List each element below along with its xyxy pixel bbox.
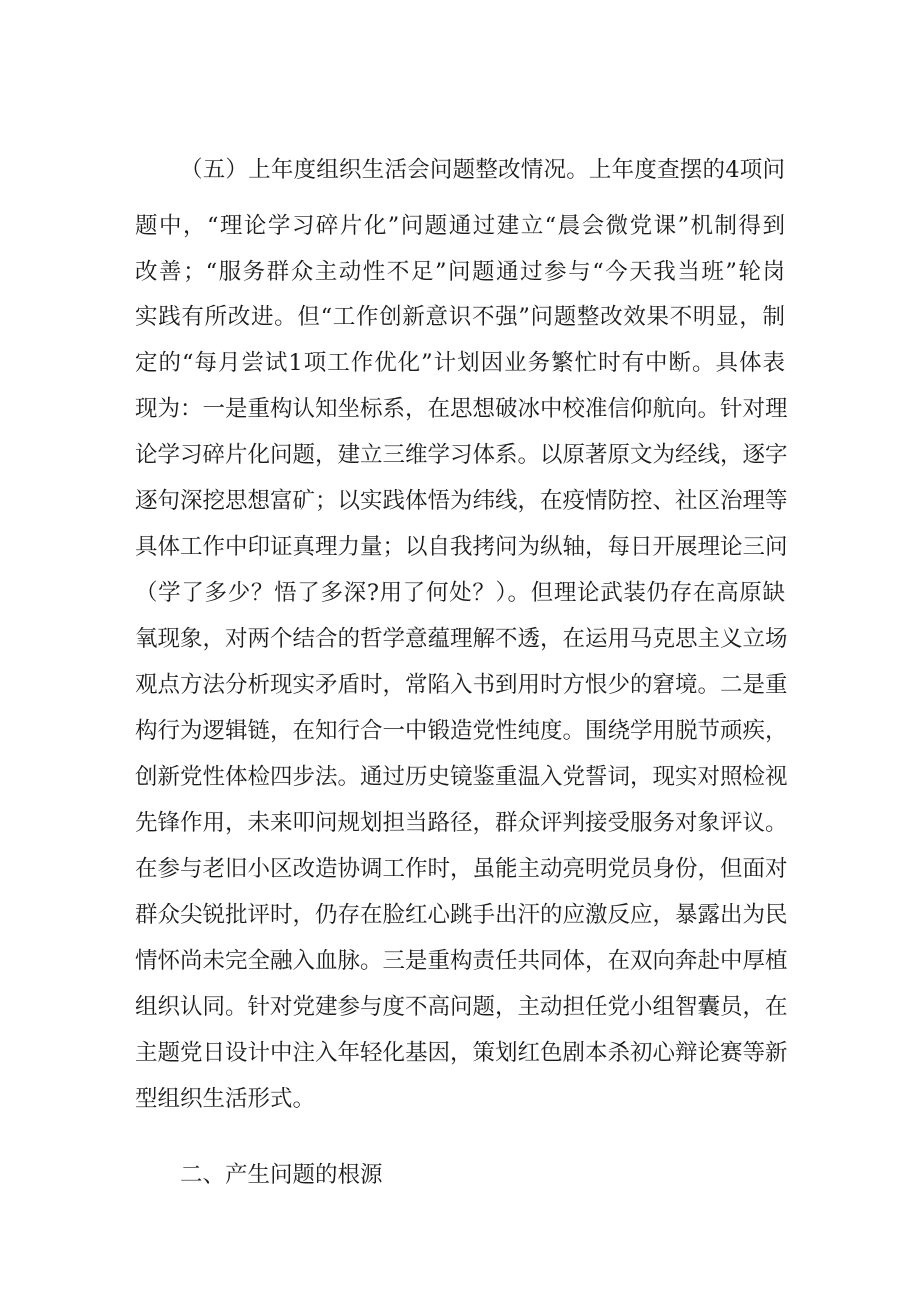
section-heading: 二、产生问题的根源 [180, 1162, 383, 1188]
paragraph-line-9: 具体工作中印证真理力量；以自我拷问为纵轴，每日开展理论三问 [135, 534, 788, 560]
paragraph-line-1: （五）上年度组织生活会问题整改情况。上年度查摆的4项问 [180, 157, 785, 183]
paragraph-line-17: 群众尖锐批评时，仍存在脸红心跳手出汗的应激反应，暴露出为民 [135, 902, 788, 928]
paragraph-line-16: 在参与老旧小区改造协调工作时，虽能主动亮明党员身份，但面对 [135, 856, 788, 882]
paragraph-line-4: 实践有所改进。但“工作创新意识不强”问题整改效果不明显，制 [135, 304, 785, 330]
paragraph-line-11: 氧现象，对两个结合的哲学意蕴理解不透，在运用马克思主义立场 [135, 626, 788, 652]
paragraph-line-19: 组织认同。针对党建参与度不高问题，主动担任党小组智囊员，在 [135, 994, 788, 1020]
paragraph-line-10: （学了多少？悟了多深?用了何处？）。但理论武装仍存在高原缺 [135, 580, 785, 606]
paragraph-line-18: 情怀尚未完全融入血脉。三是重构责任共同体，在双向奔赴中厚植 [135, 948, 788, 974]
paragraph-line-3: 改善；“服务群众主动性不足”问题通过参与“今天我当班”轮岗 [135, 259, 785, 285]
paragraph-line-12: 观点方法分析现实矛盾时，常陷入书到用时方恨少的窘境。二是重 [135, 672, 788, 698]
paragraph-line-20: 主题党日设计中注入年轻化基因，策划红色剧本杀初心辩论赛等新 [135, 1040, 788, 1066]
paragraph-line-6: 现为：一是重构认知坐标系，在思想破冰中校准信仰航向。针对理 [135, 396, 788, 422]
paragraph-line-2: 题中，“理论学习碎片化”问题通过建立“晨会微党课”机制得到 [135, 213, 785, 239]
paragraph-line-13: 构行为逻辑链，在知行合一中锻造党性纯度。围绕学用脱节顽疾， [135, 718, 788, 744]
paragraph-line-14: 创新党性体检四步法。通过历史镜鉴重温入党誓词，现实对照检视 [135, 764, 788, 790]
paragraph-line-15: 先锋作用，未来叩问规划担当路径，群众评判接受服务对象评议。 [135, 810, 788, 836]
paragraph-line-7: 论学习碎片化问题，建立三维学习体系。以原著原文为经线，逐字 [135, 442, 788, 468]
paragraph-line-21: 型组织生活形式。 [135, 1086, 316, 1112]
paragraph-line-5: 定的“每月尝试1项工作优化”计划因业务繁忙时有中断。具体表 [135, 350, 785, 376]
paragraph-line-8: 逐句深挖思想富矿；以实践体悟为纬线，在疫情防控、社区治理等 [135, 488, 788, 514]
